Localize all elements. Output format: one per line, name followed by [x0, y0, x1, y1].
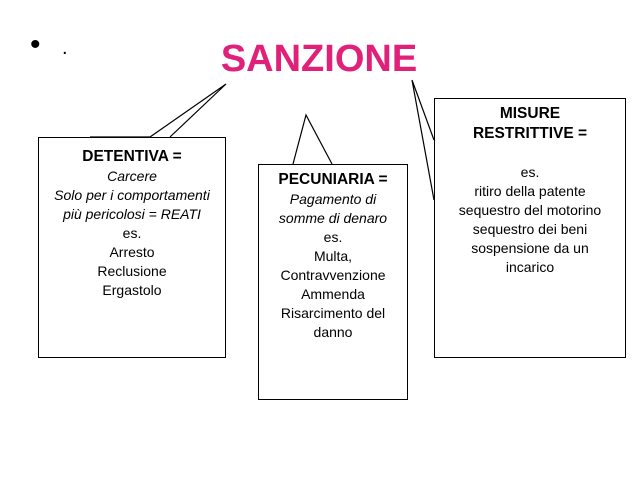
box-misure-line: ritiro della patente — [474, 183, 586, 199]
box-misure-line: sospensione da un — [471, 240, 589, 256]
box-pecuniaria-line: Pagamento di — [289, 191, 377, 207]
box-pecuniaria-line: Multa, — [313, 248, 353, 264]
box-misure-line: incarico — [505, 259, 555, 275]
box-detentiva-line: Arresto — [109, 244, 155, 260]
box-misure — [434, 98, 626, 358]
box-misure-heading: MISURE — [499, 105, 561, 122]
box-detentiva-line: più pericolosi = REATI — [63, 206, 201, 222]
box-pecuniaria-line: Ammenda — [301, 286, 365, 302]
box-pecuniaria — [258, 164, 408, 400]
box-detentiva-heading: DETENTIVA = — [82, 148, 182, 165]
box-pecuniaria-line: es. — [323, 229, 343, 245]
box-misure-line: es. — [520, 164, 540, 180]
box-pecuniaria-heading: PECUNIARIA = — [278, 171, 388, 188]
bullet-text: . — [62, 37, 68, 59]
box-pecuniaria-line: Risarcimento del — [280, 305, 386, 321]
box-pecuniaria-line: danno — [313, 324, 353, 340]
box-detentiva-line: es. — [122, 225, 142, 241]
box-pecuniaria-line: Contravvenzione — [280, 267, 386, 283]
box-detentiva — [38, 137, 226, 358]
bullet-icon: • — [30, 28, 41, 61]
box-misure-line: sequestro del motorino — [458, 202, 602, 218]
connector-detentiva — [90, 84, 226, 137]
box-detentiva-line: Ergastolo — [102, 282, 162, 298]
connector-pecuniaria — [293, 115, 332, 164]
box-misure-line: sequestro dei beni — [472, 221, 588, 237]
box-detentiva-line: Reclusione — [97, 263, 167, 279]
box-pecuniaria-line: somme di denaro — [278, 210, 388, 226]
box-misure-heading: RESTRITTIVE = — [472, 125, 588, 142]
connector-misure — [412, 80, 434, 200]
diagram-title: SANZIONE — [220, 38, 418, 80]
box-detentiva-line: Solo per i comportamenti — [54, 187, 210, 203]
box-misure-spacer — [435, 144, 625, 163]
box-detentiva-line: Carcere — [107, 168, 157, 184]
